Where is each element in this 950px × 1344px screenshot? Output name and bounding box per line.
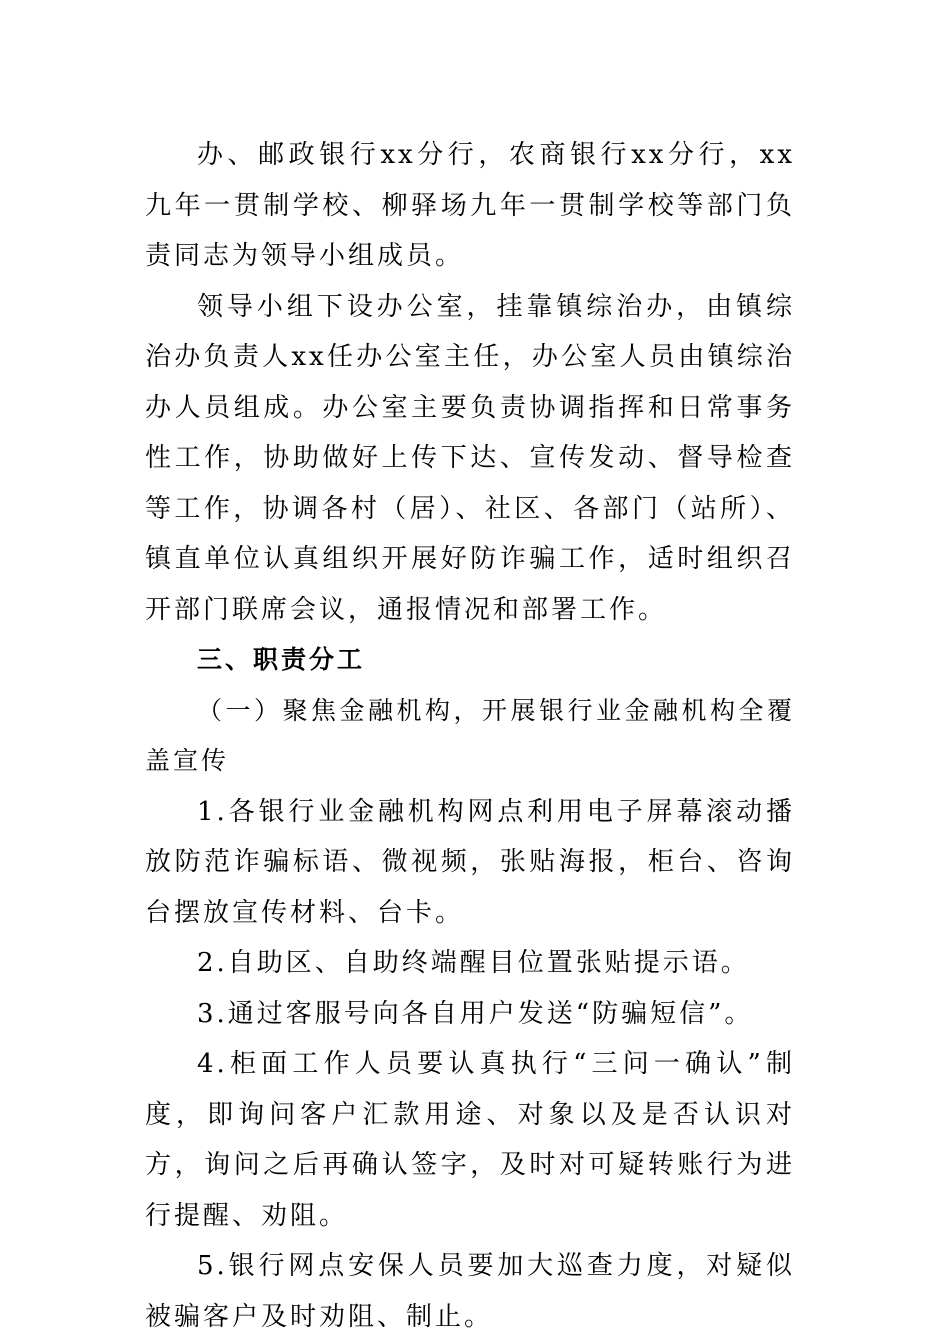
sub-heading: （一）聚焦金融机构，开展银行业金融机构全覆盖宣传 [145,695,795,775]
section-heading: 三、职责分工 [197,645,366,674]
list-item: 5.银行网点安保人员要加大巡查力度，对疑似被骗客户及时劝阻、制止。 [145,1251,795,1332]
list-item: 2.自助区、自助终端醒目位置张贴提示语。 [197,948,750,978]
list-item: 3.通过客服号向各自用户发送“防骗短信”。 [197,998,754,1029]
paragraph-office-duties: 领导小组下设办公室，挂靠镇综治办，由镇综治办负责人xx任办公室主任，办公室人员由镇综治办人员组成。办公室主要负责协调指挥和日常事务性工作，协助做好上传下达、宣传发动、督导检查等工作，协调各村（居）、社区、各部门（站所）、镇直单位认真组织开展好防诈骗工作，适时组织召开部门联席会议，通报情况和部署工作。 [145,291,795,625]
document-body [145,130,795,1342]
paragraph-leadership-members: 办、邮政银行xx分行，农商银行xx分行，xx九年一贯制学校、柳驿场九年一贯制学校等部门负责同志为领导小组成员。 [145,140,795,271]
list-item: 1.各银行业金融机构网点利用电子屏幕滚动播放防范诈骗标语、微视频，张贴海报，柜台、咨询台摆放宣传材料、台卡。 [145,796,795,928]
list-item: 4.柜面工作人员要认真执行“三问一确认”制度，即询问客户汇款用途、对象以及是否认识对方，询问之后再确认签字，及时对可疑转账行为进行提醒、劝阻。 [145,1049,795,1231]
